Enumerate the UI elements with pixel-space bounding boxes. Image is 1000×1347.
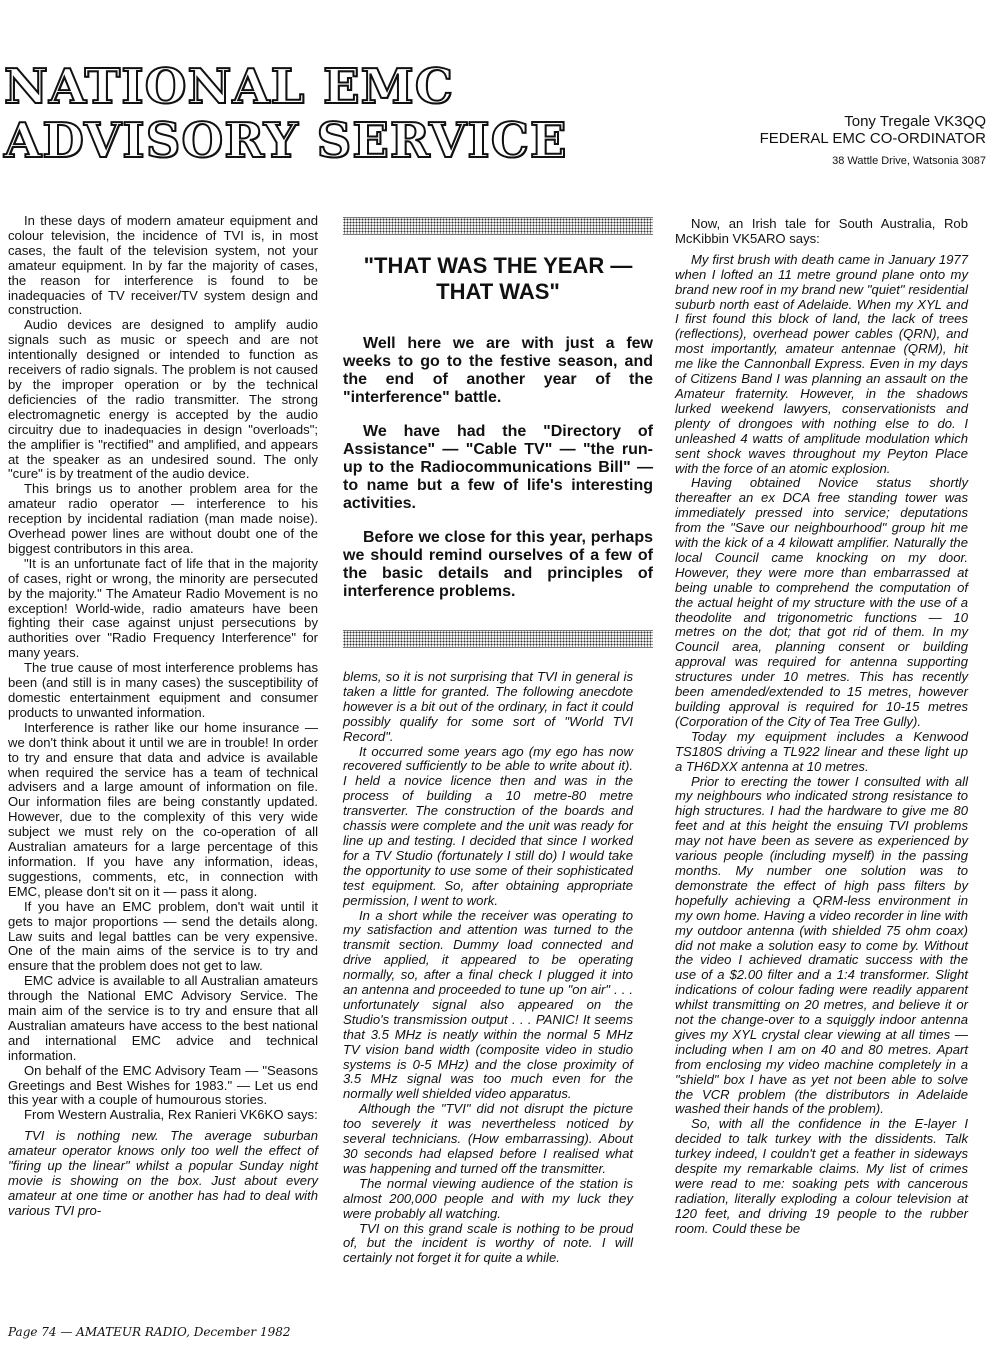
paragraph: TVI on this grand scale is nothing to be proud of, but the incident is worthy of note. I will certainly not forget it for quite a while. xyxy=(343,1220,633,1266)
paragraph: My first brush with death came in January 1977 when I lofted an 11 metre ground plane onto my brand new roof in my brand new "quiet" residential suburb north east of Adelaide. When my XYL and I first found this block of land, the lack of trees (reflections), overhead power cables (QRN), and most importantly, amateur antennae (QRM), hit me like the Cannonball Express. Even in my days of Citizens Band I was planning an assault on the Amateur fraternity. However, in the shadows lurked weekend lawyers, conservationists and plenty of drongoes with nothing else to do. I unleashed 4 watts of amplitude modulation which sent shock waves throughout my Peyton Place with the force of an atomic explosion. xyxy=(675,251,968,476)
editorial-box xyxy=(343,217,653,617)
paragraph: Interference is rather like our home insurance — we don't think about it until we are in trouble! In order to try and ensure that data and advice is available when required the service has a team of technical advisers and a large amount of information on file. Our information files are being constantly updated. However, due to the complexity of this very wide subject we must rely on the co-operation of all Australian amateurs for a large percentage of this information. If you have any information, ideas, suggestions, comments, etc, in connection with EMC, please don't sit on it — pass it along. xyxy=(8,719,318,899)
paragraph: blems, so it is not surprising that TVI in general is taken a little for granted. The following anecdote however is a bit out of the ordinary, in fact it could possibly qualify for some sort of "World TVI Record". xyxy=(343,669,633,744)
byline xyxy=(760,113,986,170)
paragraph: If you have an EMC problem, don't wait until it gets to major proportions — send the details along. Law suits and legal battles can be very expensive. One of the main aims of the service is to try and ensure that the problem does not get to law. xyxy=(8,898,318,974)
halftone-rule xyxy=(343,630,653,648)
paragraph: Prior to erecting the tower I consulted with all my neighbours who indicated strong resistance to high structures. I had the hardware to give me 80 feet and at this height the ensuing TVI problems may not have been as severe as experienced by various people (including myself) in the passing months. My number one solution was to demonstrate the effect of high pass filters by hopefully achieving a QRM-less environment in my own home. Having a video recorder in line with my outdoor antenna (with shielded 75 ohm coax) did not make a solution easy to come by. Without the video I achieved dramatic success with the use of a $2.00 filter and a 1:4 transformer. Slight indications of colour fading were readily apparent whilst transmitting on 20 metres, and believe it or not the change-over to a squiggly indoor antenna gives my XYL crystal clear viewing at all times — including when I am on 40 and 80 metres. Apart from enclosing my video machine completely in a "shield" box I have as yet not been able to solve the VCR problem (the distributors in Adelaide washed their hands of the problem). xyxy=(675,773,968,1117)
column-1 xyxy=(8,214,318,1219)
box-paragraph: Before we close for this year, perhaps we should remind ourselves of a few of the basic details and principles of interference problems. xyxy=(343,529,653,600)
box-paragraph: We have had the "Directory of Assistance" — "Cable TV" — "the run-up to the Radiocommunications Bill" — to name but a few of life's interesting activities. xyxy=(343,423,653,512)
quoted-story: TVI is nothing new. The average suburban amateur operator knows only too well the effect of "firing up the linear" whilst a popular Sunday night movie is showing on the box. Just about every amateur at one time or another has had to deal with various TVI pro- xyxy=(8,1128,318,1218)
column-2 xyxy=(343,670,633,1266)
halftone-rule xyxy=(343,217,653,235)
paragraph: The true cause of most interference problems has been (and still is in many cases) the susceptibility of domestic entertainment equipment and consumer products to unwanted information. xyxy=(8,660,318,720)
paragraph: Audio devices are designed to amplify audio signals such as music or speech and are not intentionally designed or intended to function as receivers of radio signals. The problem is not caused by the improper operation or by the technical deficiencies of the radio transmitter. The strong electromagnetic energy is accepted by the audio circuitry due to inadequacies in design "overloads"; the amplifier is "rectified" and amplified, and appears at the speaker as an undesired sound. The only "cure" is by treatment of the audio device. xyxy=(8,317,318,482)
author-address: 38 Wattle Drive, Watsonia 3087 xyxy=(832,155,986,167)
column-3 xyxy=(675,217,968,1237)
paragraph: It occurred some years ago (my ego has now recovered sufficiently to be able to write about it). I held a novice licence then and was in the process of building a 10 metre-80 metre transverter. The construction of the boards and chassis were complete and the unit was ready for line up and testing. I decided that since I worked for a TV Studio (fortunately I still do) I would take the opportunity to use some of their sophisticated test equipment. So, after obtaining appropriate permission, I went to work. xyxy=(343,743,633,908)
editorial-box-bottom xyxy=(343,630,653,648)
masthead-title xyxy=(4,60,568,168)
masthead-line-1: NATIONAL EMC xyxy=(4,59,454,115)
box-paragraph: Well here we are with just a few weeks to go to the festive season, and the end of another year of the "interference" battle. xyxy=(343,335,653,406)
paragraph: On behalf of the EMC Advisory Team — "Seasons Greetings and Best Wishes for 1983." — Let us end this year with a couple of humourous stories. xyxy=(8,1062,318,1108)
paragraph: In a short while the receiver was operating to my satisfaction and attention was turned to the transmit section. Dummy load connected and drive applied, it appeared to be operating normally, so, after a final check I plugged it into an antenna and proceeded to tune up "on air" . . . unfortunately signal also appeared on the Studio's transmission output . . . PANIC! It seems that 3.5 MHz is neatly within the normal 5 MHz TV vision band width (composite video in studio systems is 0-5 MHz) and the close proximity of 3.5 MHz signal was too much even for the normally well shielded video apparatus. xyxy=(343,907,633,1102)
author-name: Tony Tregale VK3QQ xyxy=(844,113,986,130)
box-title: "THAT WAS THE YEAR — THAT WAS" xyxy=(363,253,633,304)
paragraph: Today my equipment includes a Kenwood TS180S driving a TL922 linear and these light up a TH6DXX antenna at 10 metres. xyxy=(675,728,968,774)
paragraph: From Western Australia, Rex Ranieri VK6KO says: xyxy=(24,1107,318,1123)
paragraph: The normal viewing audience of the station is almost 200,000 people and with my luck they were probably all watching. xyxy=(343,1175,633,1221)
paragraph: "It is an unfortunate fact of life that in the majority of cases, right or wrong, the minority are persecuted by the majority." The Amateur Radio Movement is no exception! World-wide, radio amateurs have been fighting their case against unjust persecutions by authorities over "Radio Frequency Interference" for many years. xyxy=(8,555,318,661)
paragraph: So, with all the confidence in the E-layer I decided to talk turkey with the dissidents. Talk turkey indeed, I couldn't get a feather in sideways despite my remarkable claims. My list of crimes were read to me: soaking pets with cancerous radiation, literally exploding a colour television at 120 feet, and driving 19 people to the rubber room. Could these be xyxy=(675,1116,968,1236)
author-role: FEDERAL EMC CO-ORDINATOR xyxy=(759,130,986,147)
paragraph: Now, an Irish tale for South Australia, Rob McKibbin VK5ARO says: xyxy=(675,216,968,246)
paragraph: In these days of modern amateur equipment and colour television, the incidence of TVI is, in most cases, the fault of the television system, not your amateur equipment. In by far the majority of cases, the reason for interference is found to be inadequacies of TV receiver/TV system design and construction. xyxy=(8,213,318,318)
paragraph: This brings us to another problem area for the amateur radio operator — interference to his reception by incidental radiation (man made noise). Overhead power lines are without doubt one of the biggest contributors in this area. xyxy=(8,481,318,556)
paragraph: Having obtained Novice status shortly thereafter an ex DCA free standing tower was immediately pressed into service; deputations from the "Save our neighbourhood" group hit me with the kick of a 4 kilowatt amplifier. Naturally the local Council came knocking on my door. However, they were more than embarrassed at being unable to comprehend the computation of the actual height of my structure with the use of a theodolite and trigonometric functions — 10 metres on the dot; that got rid of them. In my Council area, planning consent or building approval was required for antenna supporting structures under 10 metres. This has recently been amended/extended to 15 metres, however building approval is required for 10-15 metres (Corporation of the City of Tea Tree Gully). xyxy=(675,475,968,729)
masthead-line-2: ADVISORY SERVICE xyxy=(4,113,568,169)
paragraph: Although the "TVI" did not disrupt the picture too severely it was nevertheless noticed by several technicians. (How embarrassing). About 30 seconds had elapsed before I realised what was happening and turned off the transmitter. xyxy=(343,1101,633,1176)
paragraph: EMC advice is available to all Australian amateurs through the National EMC Advisory Service. The main aim of the service is to try and ensure that all Australian amateurs have access to the best national and international EMC advice and technical information. xyxy=(8,973,318,1063)
page-footer: Page 74 — AMATEUR RADIO, December 1982 xyxy=(8,1325,291,1339)
